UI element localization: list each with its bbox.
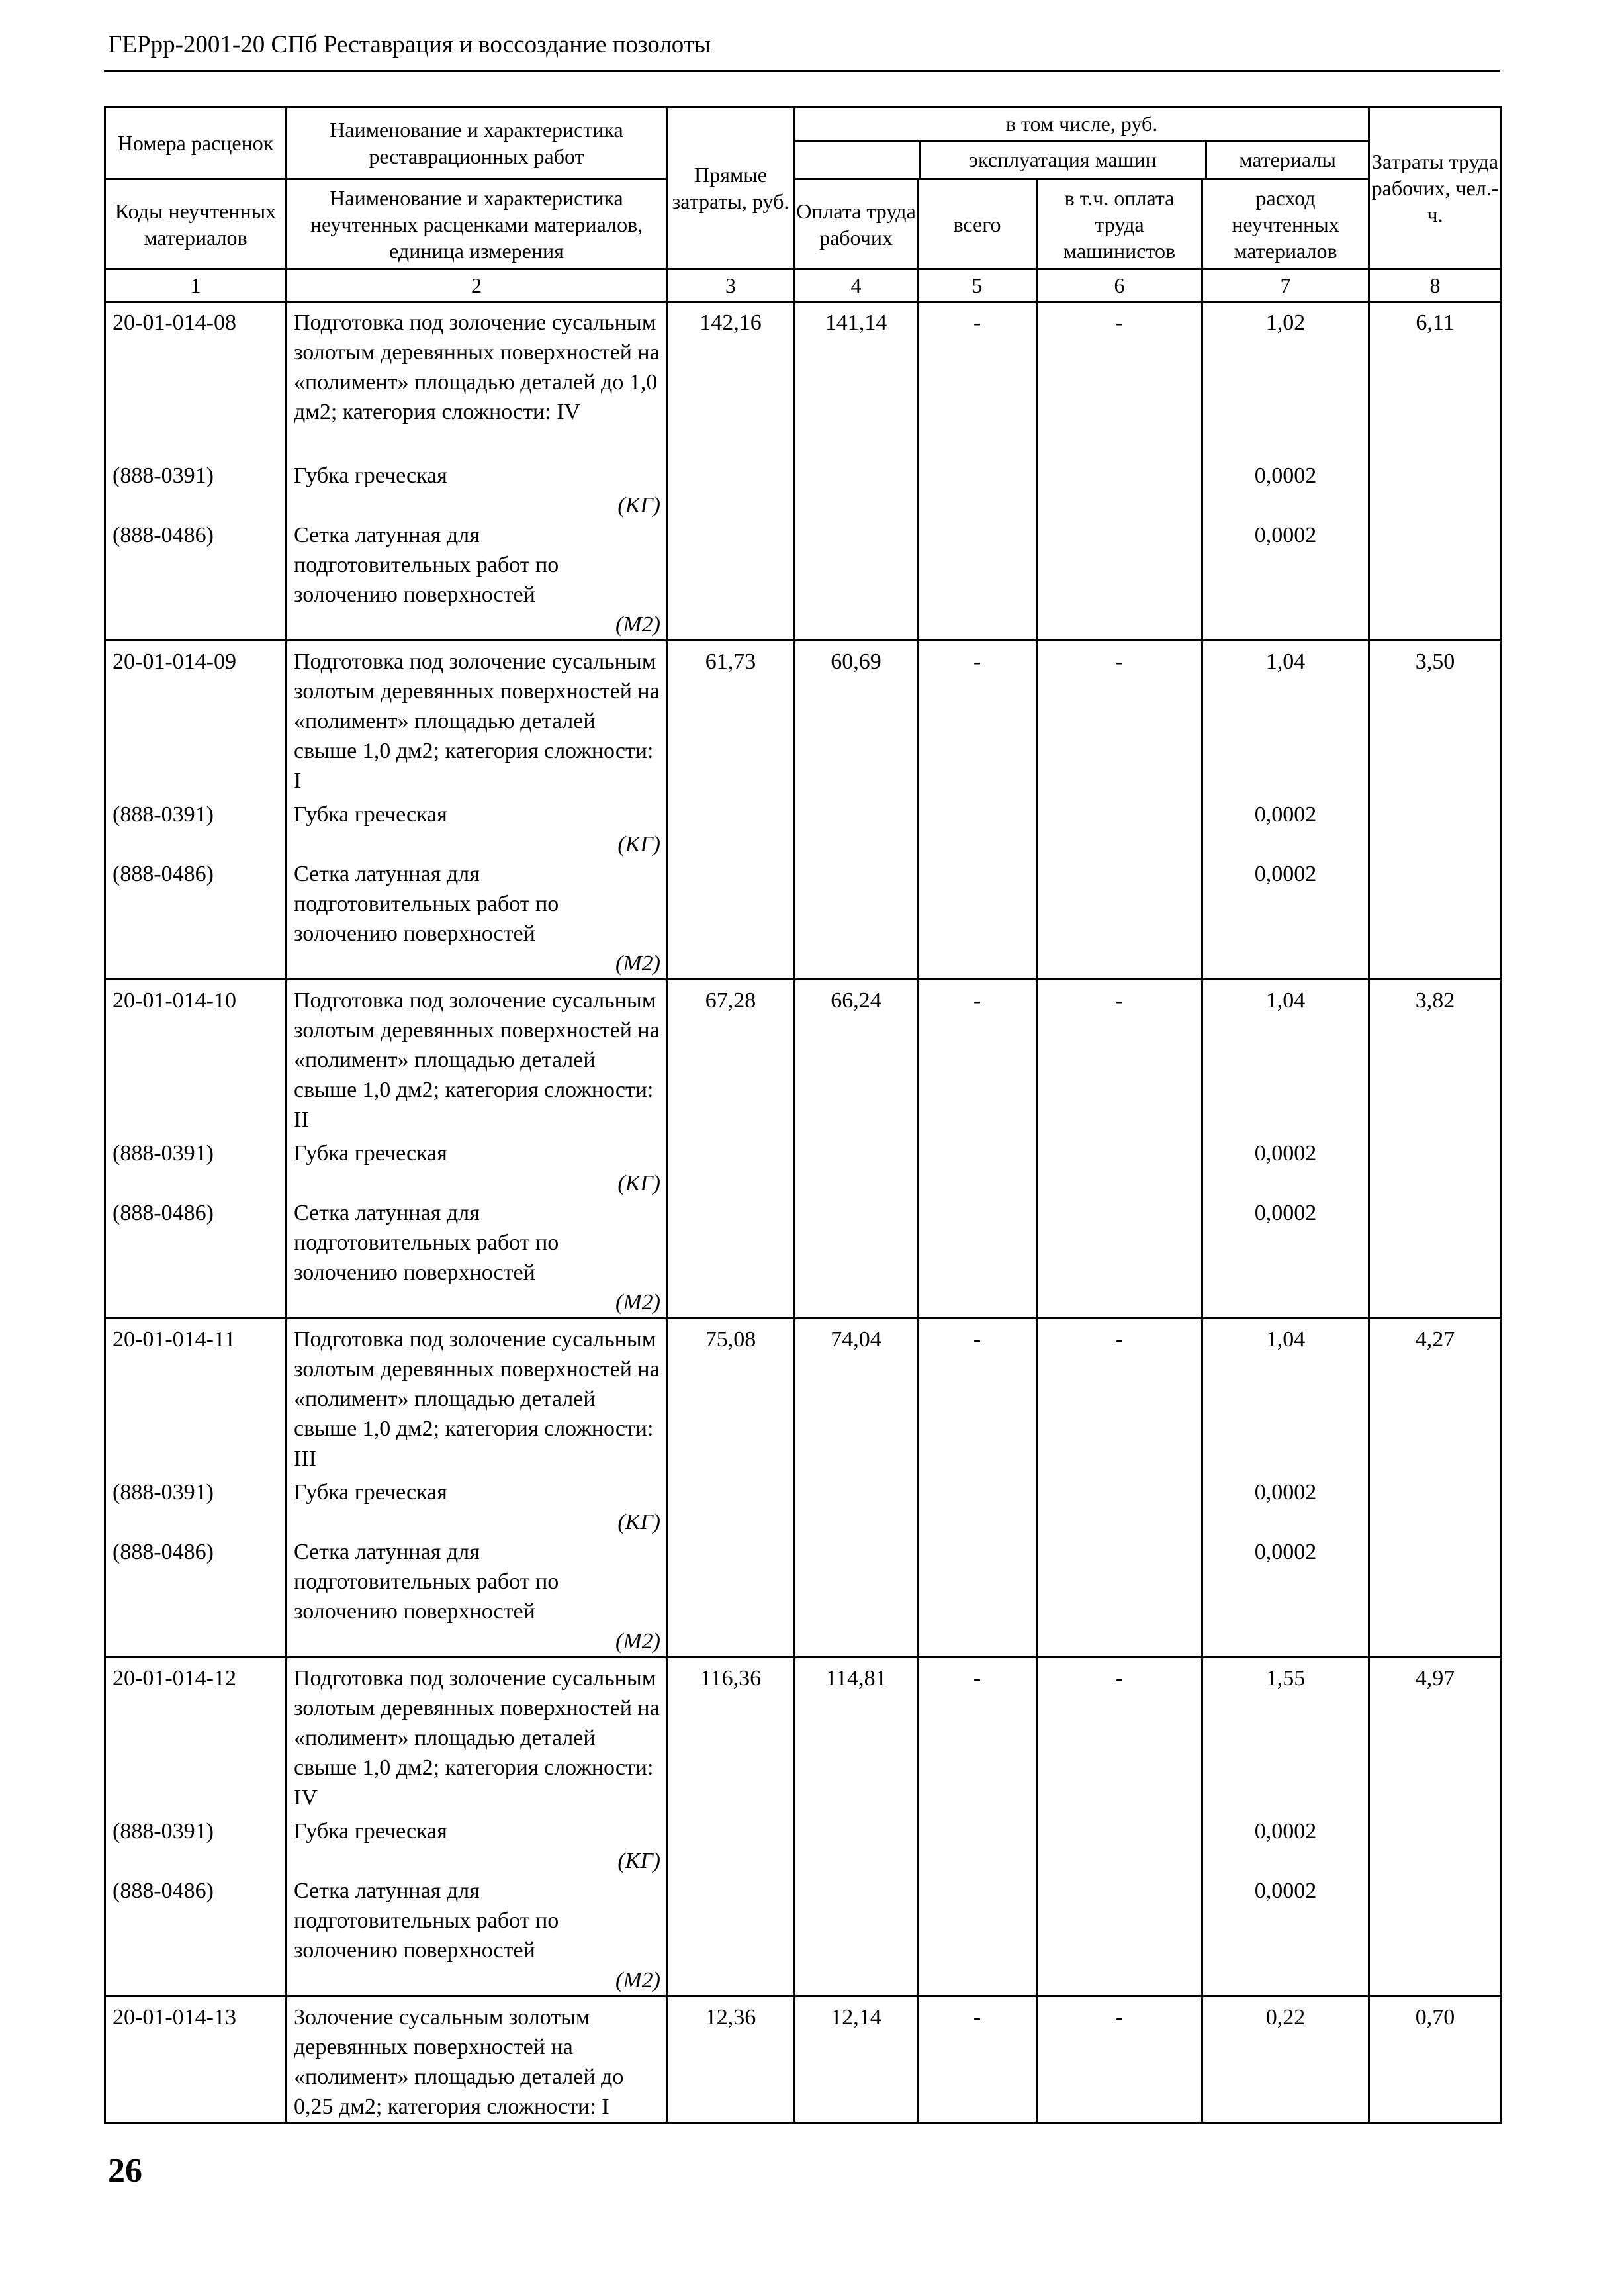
rate-code: 20-01-014-13 — [113, 2005, 236, 2030]
work-description: Подготовка под золочение сусальным золотым деревянных поверхностей на «полимент» площадью деталей свыше 1,0 дм2; категория сложности: II — [294, 988, 660, 1132]
header-row-top — [105, 107, 1502, 179]
materials-cell — [1202, 1658, 1369, 1996]
header-labor-pay: Оплата труда рабочих — [795, 179, 918, 269]
header-direct-costs: Прямые затраты, руб. — [667, 107, 795, 269]
machinists-pay-cell — [1037, 302, 1202, 641]
column-number: 4 — [795, 269, 918, 302]
materials-value: 1,04 — [1265, 1327, 1306, 1352]
machines-total-cell — [918, 1996, 1037, 2123]
material-name: Сетка латунная для подготовительных работ по золочению поверхностей — [294, 1201, 559, 1285]
material-unit: (КГ) — [617, 832, 660, 857]
direct-costs-cell — [667, 1658, 795, 1996]
table-row — [105, 1319, 1502, 1658]
material-name: Сетка латунная для подготовительных работ по золочению поверхностей — [294, 862, 559, 946]
machinists-pay-cell — [1037, 980, 1202, 1319]
work-description: Золочение сусальным золотым деревянных поверхностей на «полимент» площадью деталей до 0,25 дм2; категория сложности: I — [294, 2005, 624, 2119]
code-cell — [105, 302, 287, 641]
machines-total-value: - — [973, 988, 981, 1013]
labor-pay-cell — [795, 1658, 918, 1996]
material-code: (888-0486) — [113, 862, 214, 886]
direct-costs-cell — [667, 1996, 795, 2123]
work-description: Подготовка под золочение сусальным золотым деревянных поверхностей на «полимент» площадью деталей до 1,0 дм2; категория сложности: IV — [294, 310, 660, 424]
material-unit: (М2) — [615, 1629, 660, 1654]
material-unit: (М2) — [615, 1968, 660, 1992]
material-unit: (КГ) — [617, 493, 660, 518]
material-consumption: 0,0002 — [1254, 862, 1317, 886]
table-row — [105, 302, 1502, 641]
machinists-pay-cell — [1037, 1319, 1202, 1658]
material-code: (888-0391) — [113, 463, 214, 488]
labor-pay-value: 74,04 — [831, 1327, 881, 1352]
materials-value: 1,55 — [1265, 1666, 1306, 1691]
header-group-label: в том числе, руб. — [795, 108, 1368, 142]
header-spacer — [795, 142, 921, 178]
materials-cell — [1202, 641, 1369, 980]
code-cell — [105, 1658, 287, 1996]
page-number: 26 — [108, 2152, 142, 2190]
material-consumption: 0,0002 — [1254, 523, 1317, 547]
header-labor-hours: Затраты труда рабочих, чел.-ч. — [1369, 107, 1502, 269]
material-entry — [294, 520, 660, 639]
material-code: (888-0391) — [113, 1480, 214, 1505]
material-name: Губка греческая — [294, 1141, 447, 1166]
code-cell — [105, 641, 287, 980]
material-unit: (М2) — [615, 1290, 660, 1315]
header-materials-consumption: расход неучтенных материалов — [1202, 179, 1369, 269]
header-machines-total: всего — [918, 179, 1037, 269]
title-rule — [104, 70, 1500, 72]
direct-costs-value: 75,08 — [705, 1327, 756, 1352]
rate-code: 20-01-014-12 — [113, 1666, 236, 1691]
header-row-bottom — [105, 179, 1502, 269]
code-cell — [105, 1996, 287, 2123]
work-description: Подготовка под золочение сусальным золотым деревянных поверхностей на «полимент» площадью деталей свыше 1,0 дм2; категория сложности: IV — [294, 1666, 660, 1810]
header-machines: эксплуатация машин — [921, 142, 1207, 178]
direct-costs-cell — [667, 302, 795, 641]
material-name: Губка греческая — [294, 802, 447, 827]
machinists-pay-value: - — [1115, 988, 1124, 1013]
materials-cell — [1202, 302, 1369, 641]
material-entry — [294, 1477, 660, 1537]
material-unit: (М2) — [615, 951, 660, 976]
labor-hours-value: 4,27 — [1415, 1327, 1455, 1352]
machines-total-value: - — [973, 1666, 981, 1691]
table-row — [105, 1658, 1502, 1996]
machines-total-cell — [918, 302, 1037, 641]
material-consumption: 0,0002 — [1254, 802, 1317, 827]
header-col1-top: Номера расценок — [105, 107, 287, 179]
materials-value: 1,02 — [1265, 310, 1306, 335]
rate-code: 20-01-014-09 — [113, 649, 236, 674]
materials-value: 0,22 — [1265, 2005, 1306, 2030]
direct-costs-value: 61,73 — [705, 649, 756, 674]
material-entry — [294, 1139, 660, 1198]
machinists-pay-cell — [1037, 1658, 1202, 1996]
labor-pay-value: 141,14 — [825, 310, 887, 335]
labor-hours-value: 3,50 — [1415, 649, 1455, 674]
material-name: Губка греческая — [294, 1819, 447, 1844]
column-number: 6 — [1037, 269, 1202, 302]
header-group — [795, 107, 1369, 179]
work-description: Подготовка под золочение сусальным золотым деревянных поверхностей на «полимент» площадью деталей свыше 1,0 дм2; категория сложности: I — [294, 649, 660, 793]
column-number-row — [105, 269, 1502, 302]
desc-cell — [287, 980, 667, 1319]
materials-cell — [1202, 980, 1369, 1319]
code-cell — [105, 980, 287, 1319]
material-code: (888-0391) — [113, 1819, 214, 1844]
material-name: Сетка латунная для подготовительных работ по золочению поверхностей — [294, 1879, 559, 1963]
direct-costs-cell — [667, 980, 795, 1319]
header-col2-bottom: Наименование и характеристика неучтенных расценками материалов, единица измерения — [287, 179, 667, 269]
labor-pay-cell — [795, 641, 918, 980]
material-entry — [294, 800, 660, 859]
material-entry — [294, 859, 660, 978]
machinists-pay-value: - — [1115, 1666, 1124, 1691]
direct-costs-value: 142,16 — [699, 310, 762, 335]
material-name: Сетка латунная для подготовительных работ по золочению поверхностей — [294, 523, 559, 607]
rate-code: 20-01-014-10 — [113, 988, 236, 1013]
material-entry — [294, 1537, 660, 1656]
material-consumption: 0,0002 — [1254, 1141, 1317, 1166]
material-consumption: 0,0002 — [1254, 1819, 1317, 1844]
material-entry — [294, 1876, 660, 1995]
column-number: 1 — [105, 269, 287, 302]
machinists-pay-value: - — [1115, 2005, 1124, 2030]
desc-cell — [287, 1319, 667, 1658]
header-subgroups — [795, 142, 1368, 178]
machines-total-cell — [918, 1658, 1037, 1996]
material-unit: (КГ) — [617, 1171, 660, 1195]
materials-value: 1,04 — [1265, 988, 1306, 1013]
labor-pay-cell — [795, 1319, 918, 1658]
materials-cell — [1202, 1996, 1369, 2123]
labor-pay-value: 114,81 — [825, 1666, 887, 1691]
labor-pay-cell — [795, 980, 918, 1319]
materials-cell — [1202, 1319, 1369, 1658]
material-code: (888-0391) — [113, 1141, 214, 1166]
desc-cell — [287, 641, 667, 980]
rate-code: 20-01-014-08 — [113, 310, 236, 335]
machines-total-value: - — [973, 649, 981, 674]
column-number: 8 — [1369, 269, 1502, 302]
desc-cell — [287, 1996, 667, 2123]
machines-total-cell — [918, 1319, 1037, 1658]
labor-hours-value: 3,82 — [1415, 988, 1455, 1013]
table-row — [105, 980, 1502, 1319]
direct-costs-cell — [667, 641, 795, 980]
machines-total-value: - — [973, 2005, 981, 2030]
labor-hours-cell — [1369, 1658, 1502, 1996]
document-title: ГЕРрр-2001-20 СПб Реставрация и воссоздание позолоты — [108, 31, 711, 58]
material-consumption: 0,0002 — [1254, 463, 1317, 488]
labor-pay-cell — [795, 1996, 918, 2123]
code-cell — [105, 1319, 287, 1658]
labor-hours-value: 4,97 — [1415, 1666, 1455, 1691]
materials-value: 1,04 — [1265, 649, 1306, 674]
material-entry — [294, 1198, 660, 1317]
material-entry — [294, 461, 660, 520]
material-code: (888-0486) — [113, 1540, 214, 1564]
machinists-pay-cell — [1037, 1996, 1202, 2123]
material-name: Губка греческая — [294, 1480, 447, 1505]
labor-hours-cell — [1369, 980, 1502, 1319]
table-row — [105, 1996, 1502, 2123]
machinists-pay-cell — [1037, 641, 1202, 980]
price-table — [104, 106, 1502, 2124]
table-row — [105, 641, 1502, 980]
material-consumption: 0,0002 — [1254, 1540, 1317, 1564]
material-unit: (М2) — [615, 612, 660, 637]
material-code: (888-0486) — [113, 523, 214, 547]
material-code: (888-0486) — [113, 1201, 214, 1225]
material-consumption: 0,0002 — [1254, 1201, 1317, 1225]
labor-hours-value: 0,70 — [1415, 2005, 1455, 2030]
rate-code: 20-01-014-11 — [113, 1327, 236, 1352]
labor-pay-value: 66,24 — [831, 988, 881, 1013]
labor-hours-cell — [1369, 1996, 1502, 2123]
labor-hours-cell — [1369, 302, 1502, 641]
machines-total-value: - — [973, 310, 981, 335]
machinists-pay-value: - — [1115, 310, 1124, 335]
direct-costs-value: 67,28 — [705, 988, 756, 1013]
header-col2-top: Наименование и характеристика реставрационных работ — [287, 107, 667, 179]
machinists-pay-value: - — [1115, 1327, 1124, 1352]
labor-hours-value: 6,11 — [1416, 310, 1455, 335]
labor-hours-cell — [1369, 1319, 1502, 1658]
work-description: Подготовка под золочение сусальным золотым деревянных поверхностей на «полимент» площадью деталей свыше 1,0 дм2; категория сложности: III — [294, 1327, 660, 1471]
machines-total-cell — [918, 641, 1037, 980]
column-number: 3 — [667, 269, 795, 302]
material-name: Сетка латунная для подготовительных работ по золочению поверхностей — [294, 1540, 559, 1624]
material-unit: (КГ) — [617, 1849, 660, 1873]
material-name: Губка греческая — [294, 463, 447, 488]
labor-hours-cell — [1369, 641, 1502, 980]
material-unit: (КГ) — [617, 1510, 660, 1534]
desc-cell — [287, 1658, 667, 1996]
machines-total-cell — [918, 980, 1037, 1319]
column-number: 7 — [1202, 269, 1369, 302]
labor-pay-value: 60,69 — [831, 649, 881, 674]
material-code: (888-0391) — [113, 802, 214, 827]
direct-costs-value: 12,36 — [705, 2005, 756, 2030]
desc-cell — [287, 302, 667, 641]
direct-costs-cell — [667, 1319, 795, 1658]
direct-costs-value: 116,36 — [699, 1666, 762, 1691]
column-number: 5 — [918, 269, 1037, 302]
labor-pay-value: 12,14 — [831, 2005, 881, 2030]
header-machinists-pay: в т.ч. оплата труда машинистов — [1037, 179, 1202, 269]
table-body — [105, 269, 1502, 2123]
machines-total-value: - — [973, 1327, 981, 1352]
material-code: (888-0486) — [113, 1879, 214, 1903]
column-number: 2 — [287, 269, 667, 302]
labor-pay-cell — [795, 302, 918, 641]
header-materials: материалы — [1239, 148, 1336, 171]
material-entry — [294, 1816, 660, 1876]
header-col1-bottom: Коды неучтенных материалов — [105, 179, 287, 269]
material-consumption: 0,0002 — [1254, 1480, 1317, 1505]
machinists-pay-value: - — [1115, 649, 1124, 674]
material-consumption: 0,0002 — [1254, 1879, 1317, 1903]
